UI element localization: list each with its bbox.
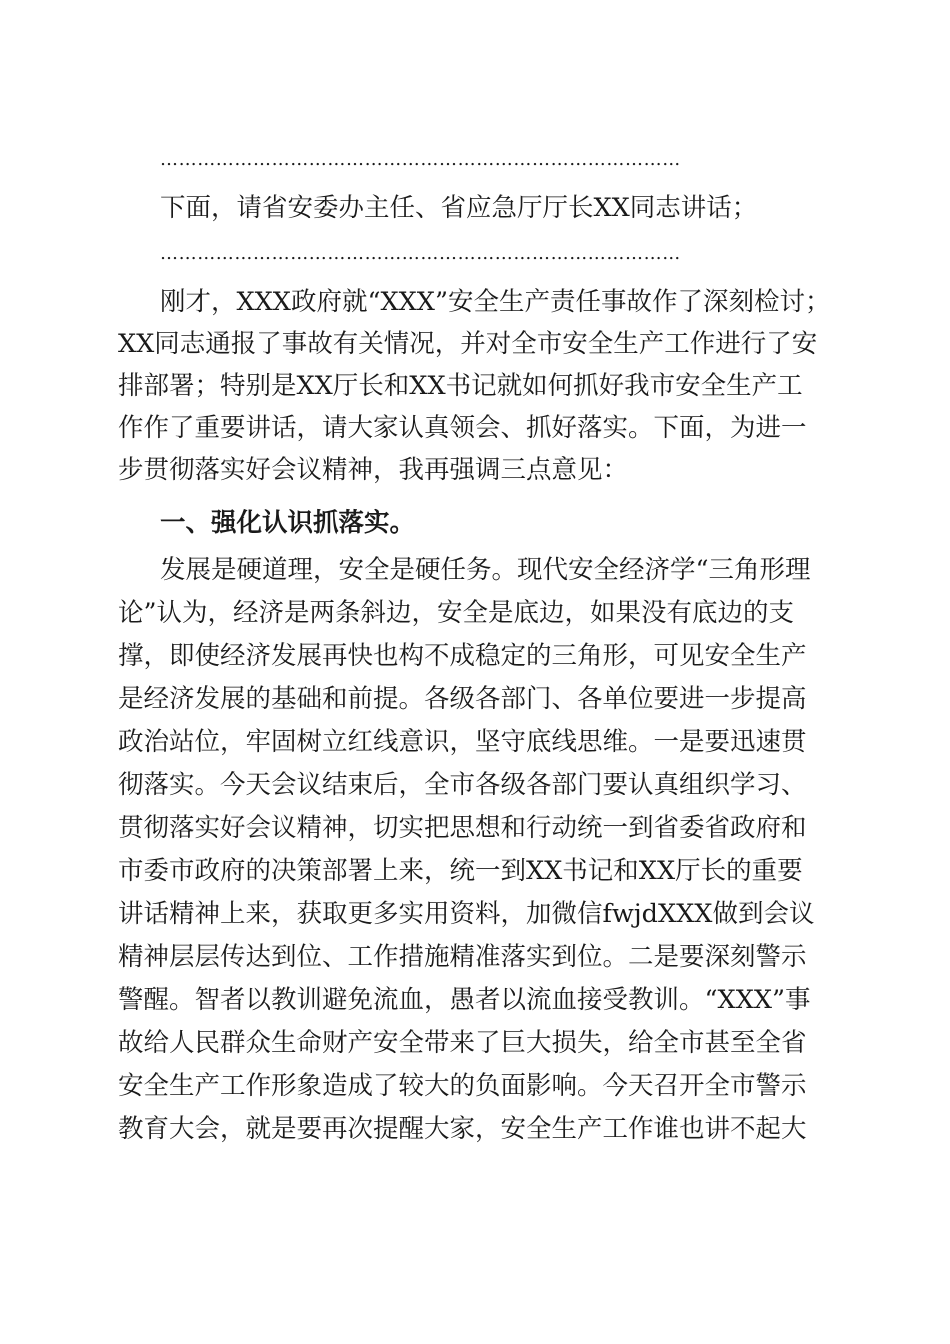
paragraph2-line: 政治站位，牢固树立红线意识，坚守底线思维。一是要迅速贯 <box>118 727 807 757</box>
paragraph1-line: 步贯彻落实好会议精神，我再强调三点意见： <box>118 455 629 485</box>
paragraph2-line: 发展是硬道理，安全是硬任务。现代安全经济学“三角形理 <box>160 555 811 585</box>
paragraph2-line: 市委市政府的决策部署上来，统一到XX书记和XX厅长的重要 <box>118 856 803 886</box>
separator-top: ………………………………………………………………………… <box>160 149 681 170</box>
paragraph1-line: XX同志通报了事故有关情况，并对全市安全生产工作进行了安 <box>118 329 818 359</box>
paragraph2-line: 彻落实。今天会议结束后，全市各级各部门要认真组织学习、 <box>118 770 807 800</box>
paragraph2-line: 精神层层传达到位、工作措施精准落实到位。二是要深刻警示 <box>118 942 807 972</box>
separator-bottom: ………………………………………………………………………… <box>160 243 681 264</box>
paragraph2-line: 是经济发展的基础和前提。各级各部门、各单位要进一步提高 <box>118 684 807 714</box>
paragraph2-line: 安全生产工作形象造成了较大的负面影响。今天召开全市警示 <box>118 1071 807 1101</box>
section-heading: 一、强化认识抓落实。 <box>160 508 416 538</box>
paragraph2-line: 警醒。智者以教训避免流血，愚者以流血接受教训。“XXX”事 <box>118 985 811 1015</box>
paragraph1-line: 刚才，XXX政府就“XXX”安全生产责任事故作了深刻检讨； <box>160 287 831 317</box>
paragraph2-line: 讲话精神上来，获取更多实用资料，加微信fwjdXXX做到会议 <box>118 899 815 929</box>
intro-line: 下面，请省安委办主任、省应急厅厅长XX同志讲话； <box>160 193 758 223</box>
paragraph2-line: 撑，即使经济发展再快也构不成稳定的三角形，可见安全生产 <box>118 641 807 671</box>
paragraph2-line: 贯彻落实好会议精神，切实把思想和行动统一到省委省政府和 <box>118 813 807 843</box>
paragraph2-line: 教育大会，就是要再次提醒大家，安全生产工作谁也讲不起大 <box>118 1114 807 1144</box>
paragraph1-line: 排部署；特别是XX厅长和XX书记就如何抓好我市安全生产工 <box>118 371 803 401</box>
paragraph2-line: 论”认为，经济是两条斜边，安全是底边，如果没有底边的支 <box>118 598 795 628</box>
paragraph1-line: 作作了重要讲话，请大家认真领会、抓好落实。下面，为进一 <box>118 413 807 443</box>
paragraph2-line: 故给人民群众生命财产安全带来了巨大损失，给全市甚至全省 <box>118 1028 807 1058</box>
